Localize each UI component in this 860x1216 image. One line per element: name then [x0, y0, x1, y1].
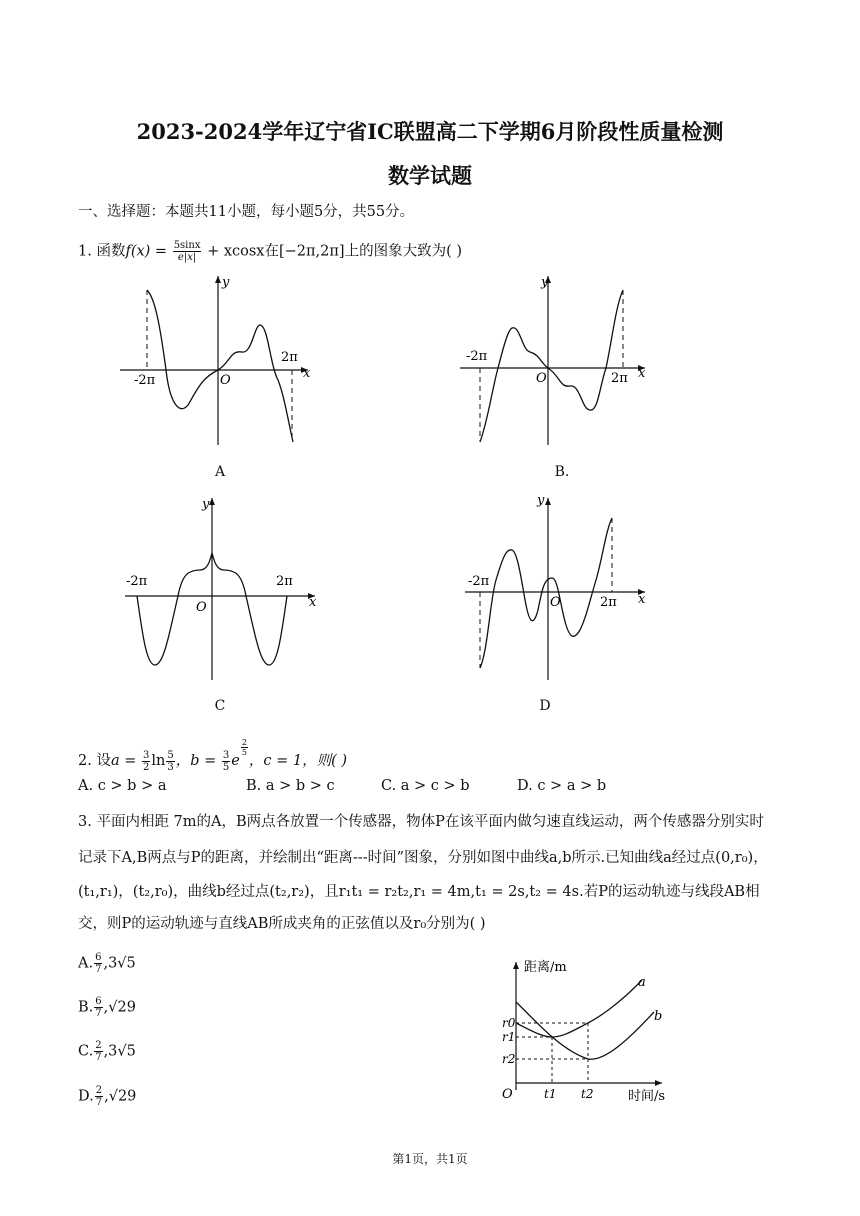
q3-opt-c-frac — [94, 1040, 102, 1063]
q3-opt-a-rest: ,3√5 — [103, 955, 136, 972]
q2-ln-den: 3 — [167, 761, 174, 773]
q3-opt-b-rest: ,√29 — [103, 999, 136, 1016]
q3-opt-b-den: 7 — [95, 1008, 102, 1019]
q3-opt-b-num: 6 — [95, 996, 102, 1007]
graph-d-y-label: y — [537, 493, 545, 508]
section-heading: 一、选择题：本题共11小题，每小题5分，共55分。 — [78, 204, 415, 220]
graph-c-y-label: y — [202, 497, 210, 512]
distance-time-figure — [480, 950, 680, 1110]
graph-a-y-label: y — [222, 275, 230, 290]
q2-b-den: 5 — [222, 761, 230, 773]
q3-opt-c-rest: ,3√5 — [103, 1043, 136, 1060]
q3-opt-d-letter: D. — [78, 1088, 94, 1105]
q2-b-part: ，b = — [175, 753, 217, 769]
q2-prefix: 2. 设 — [78, 753, 111, 769]
q3-line-2: 记录下A,B两点与P的距离，并绘制出“距离---时间”图象，分别如图中曲线a,b所示.已知曲线a经过点(0,r₀)， — [78, 850, 768, 866]
q2-exp-den: 5 — [241, 748, 247, 757]
graph-d-x-label: x — [638, 592, 646, 607]
paper-title-line2: 数学试题 — [388, 163, 472, 188]
q2-c-part: ，c = 1，则( ) — [248, 753, 348, 769]
graph-b-y-label: y — [541, 275, 549, 290]
option-b-label: B. — [554, 464, 570, 480]
q3-opt-a-frac — [94, 952, 102, 975]
q1-prefix: 1. 函数 — [78, 243, 126, 260]
option-c-label: C — [214, 698, 226, 714]
q3-opt-a-den: 7 — [95, 964, 102, 975]
r2-label: r2 — [502, 1052, 516, 1066]
graph-c-neg-2pi: -2π — [126, 574, 148, 589]
q3-option-d[interactable] — [78, 1085, 136, 1108]
option-a-label: A — [214, 464, 226, 480]
q3-option-b[interactable] — [78, 996, 136, 1019]
q2-b-frac — [222, 750, 230, 773]
q2-ln-frac — [166, 750, 174, 773]
figure-xlabel: 时间/s — [628, 1089, 666, 1104]
q2-option-d[interactable]: D. c > a > b — [517, 778, 607, 794]
graph-b — [460, 270, 660, 455]
q2-b-num: 3 — [222, 749, 230, 761]
curve-b-label: b — [654, 1009, 663, 1024]
q3-opt-d-rest: ,√29 — [104, 1088, 137, 1105]
r0-label: r0 — [502, 1016, 516, 1030]
figure-origin: O — [502, 1087, 513, 1102]
q1-frac-den: e|x| — [177, 252, 197, 263]
q3-opt-b-letter: B. — [78, 999, 94, 1016]
q2-option-c[interactable]: C. a > c > b — [381, 778, 470, 794]
graph-c-origin: O — [196, 600, 207, 615]
q3-opt-a-letter: A. — [78, 955, 94, 972]
graph-b-pos-2pi: 2π — [611, 371, 628, 386]
q2-exp-num: 2 — [241, 738, 247, 747]
q3-opt-a-num: 6 — [95, 952, 102, 963]
q2-ln: ln — [151, 753, 166, 769]
q2-option-a[interactable]: A. c > b > a — [78, 778, 167, 794]
graph-a-origin: O — [220, 373, 231, 388]
graph-c-x-label: x — [309, 595, 317, 610]
t2-label: t2 — [581, 1087, 594, 1101]
r1-label: r1 — [502, 1030, 516, 1044]
q2-a-num: 3 — [142, 749, 150, 761]
q3-option-c[interactable] — [78, 1040, 136, 1063]
page-footer: 第1页，共1页 — [392, 1152, 468, 1166]
graph-a-x-label: x — [303, 366, 311, 381]
question-2-stem — [78, 738, 347, 773]
graph-a-neg-2pi: -2π — [134, 373, 156, 388]
q1-frac-num: 5sinx — [173, 240, 201, 251]
q2-a-den: 2 — [142, 761, 150, 773]
graph-c — [120, 490, 330, 685]
curve-a-label: a — [638, 975, 646, 990]
q3-opt-d-frac — [95, 1085, 103, 1108]
q3-option-a[interactable] — [78, 952, 136, 975]
q3-opt-c-den: 7 — [95, 1052, 102, 1063]
graph-d — [460, 490, 660, 685]
q3-opt-b-frac — [94, 996, 102, 1019]
q3-opt-c-letter: C. — [78, 1043, 94, 1060]
t1-label: t1 — [544, 1087, 557, 1101]
q2-a-part: a = — [110, 753, 137, 769]
question-1-stem — [78, 240, 462, 263]
graph-b-x-label: x — [638, 366, 646, 381]
q2-exp-frac — [241, 738, 248, 757]
graph-b-origin: O — [536, 371, 547, 386]
q1-func: f(x) = — [125, 243, 168, 260]
paper-title-line1: 2023-2024学年辽宁省IC联盟高二下学期6月阶段性质量检测 — [136, 119, 724, 144]
q3-line-3: (t₁,r₁)，(t₂,r₀)，曲线b经过点(t₂,r₂)，且r₁t₁ = r₂t₂,r₁ = 4m,t₁ = 2s,t₂ = 4s.若P的运动轨迹与线段AB相 — [78, 884, 760, 900]
q1-fraction — [173, 240, 202, 263]
q3-line-4: 交，则P的运动轨迹与直线AB所成夹角的正弦值以及r₀分别为( ) — [78, 916, 486, 932]
q2-a-frac — [142, 750, 150, 773]
graph-a-pos-2pi: 2π — [281, 350, 298, 365]
q2-ln-num: 5 — [167, 749, 174, 761]
graph-a — [120, 270, 320, 455]
q1-rest: + xcosx在[−2π,2π]上的图象大致为( ) — [207, 243, 462, 260]
q3-opt-c-num: 2 — [95, 1040, 102, 1051]
graph-d-pos-2pi: 2π — [600, 595, 617, 610]
q2-option-b[interactable]: B. a > b > c — [246, 778, 335, 794]
q3-opt-d-num: 2 — [95, 1085, 103, 1096]
graph-c-pos-2pi: 2π — [276, 574, 293, 589]
q3-line-1: 3. 平面内相距 7m的A，B两点各放置一个传感器，物体P在该平面内做匀速直线运动，两个传感器分别实时 — [78, 814, 764, 830]
graph-d-neg-2pi: -2π — [468, 574, 490, 589]
q2-e: e — [231, 753, 240, 769]
option-d-label: D — [539, 698, 551, 714]
graph-b-neg-2pi: -2π — [466, 349, 488, 364]
figure-ylabel: 距离/m — [524, 960, 567, 975]
q3-opt-d-den: 7 — [95, 1097, 103, 1108]
graph-d-origin: O — [550, 595, 561, 610]
